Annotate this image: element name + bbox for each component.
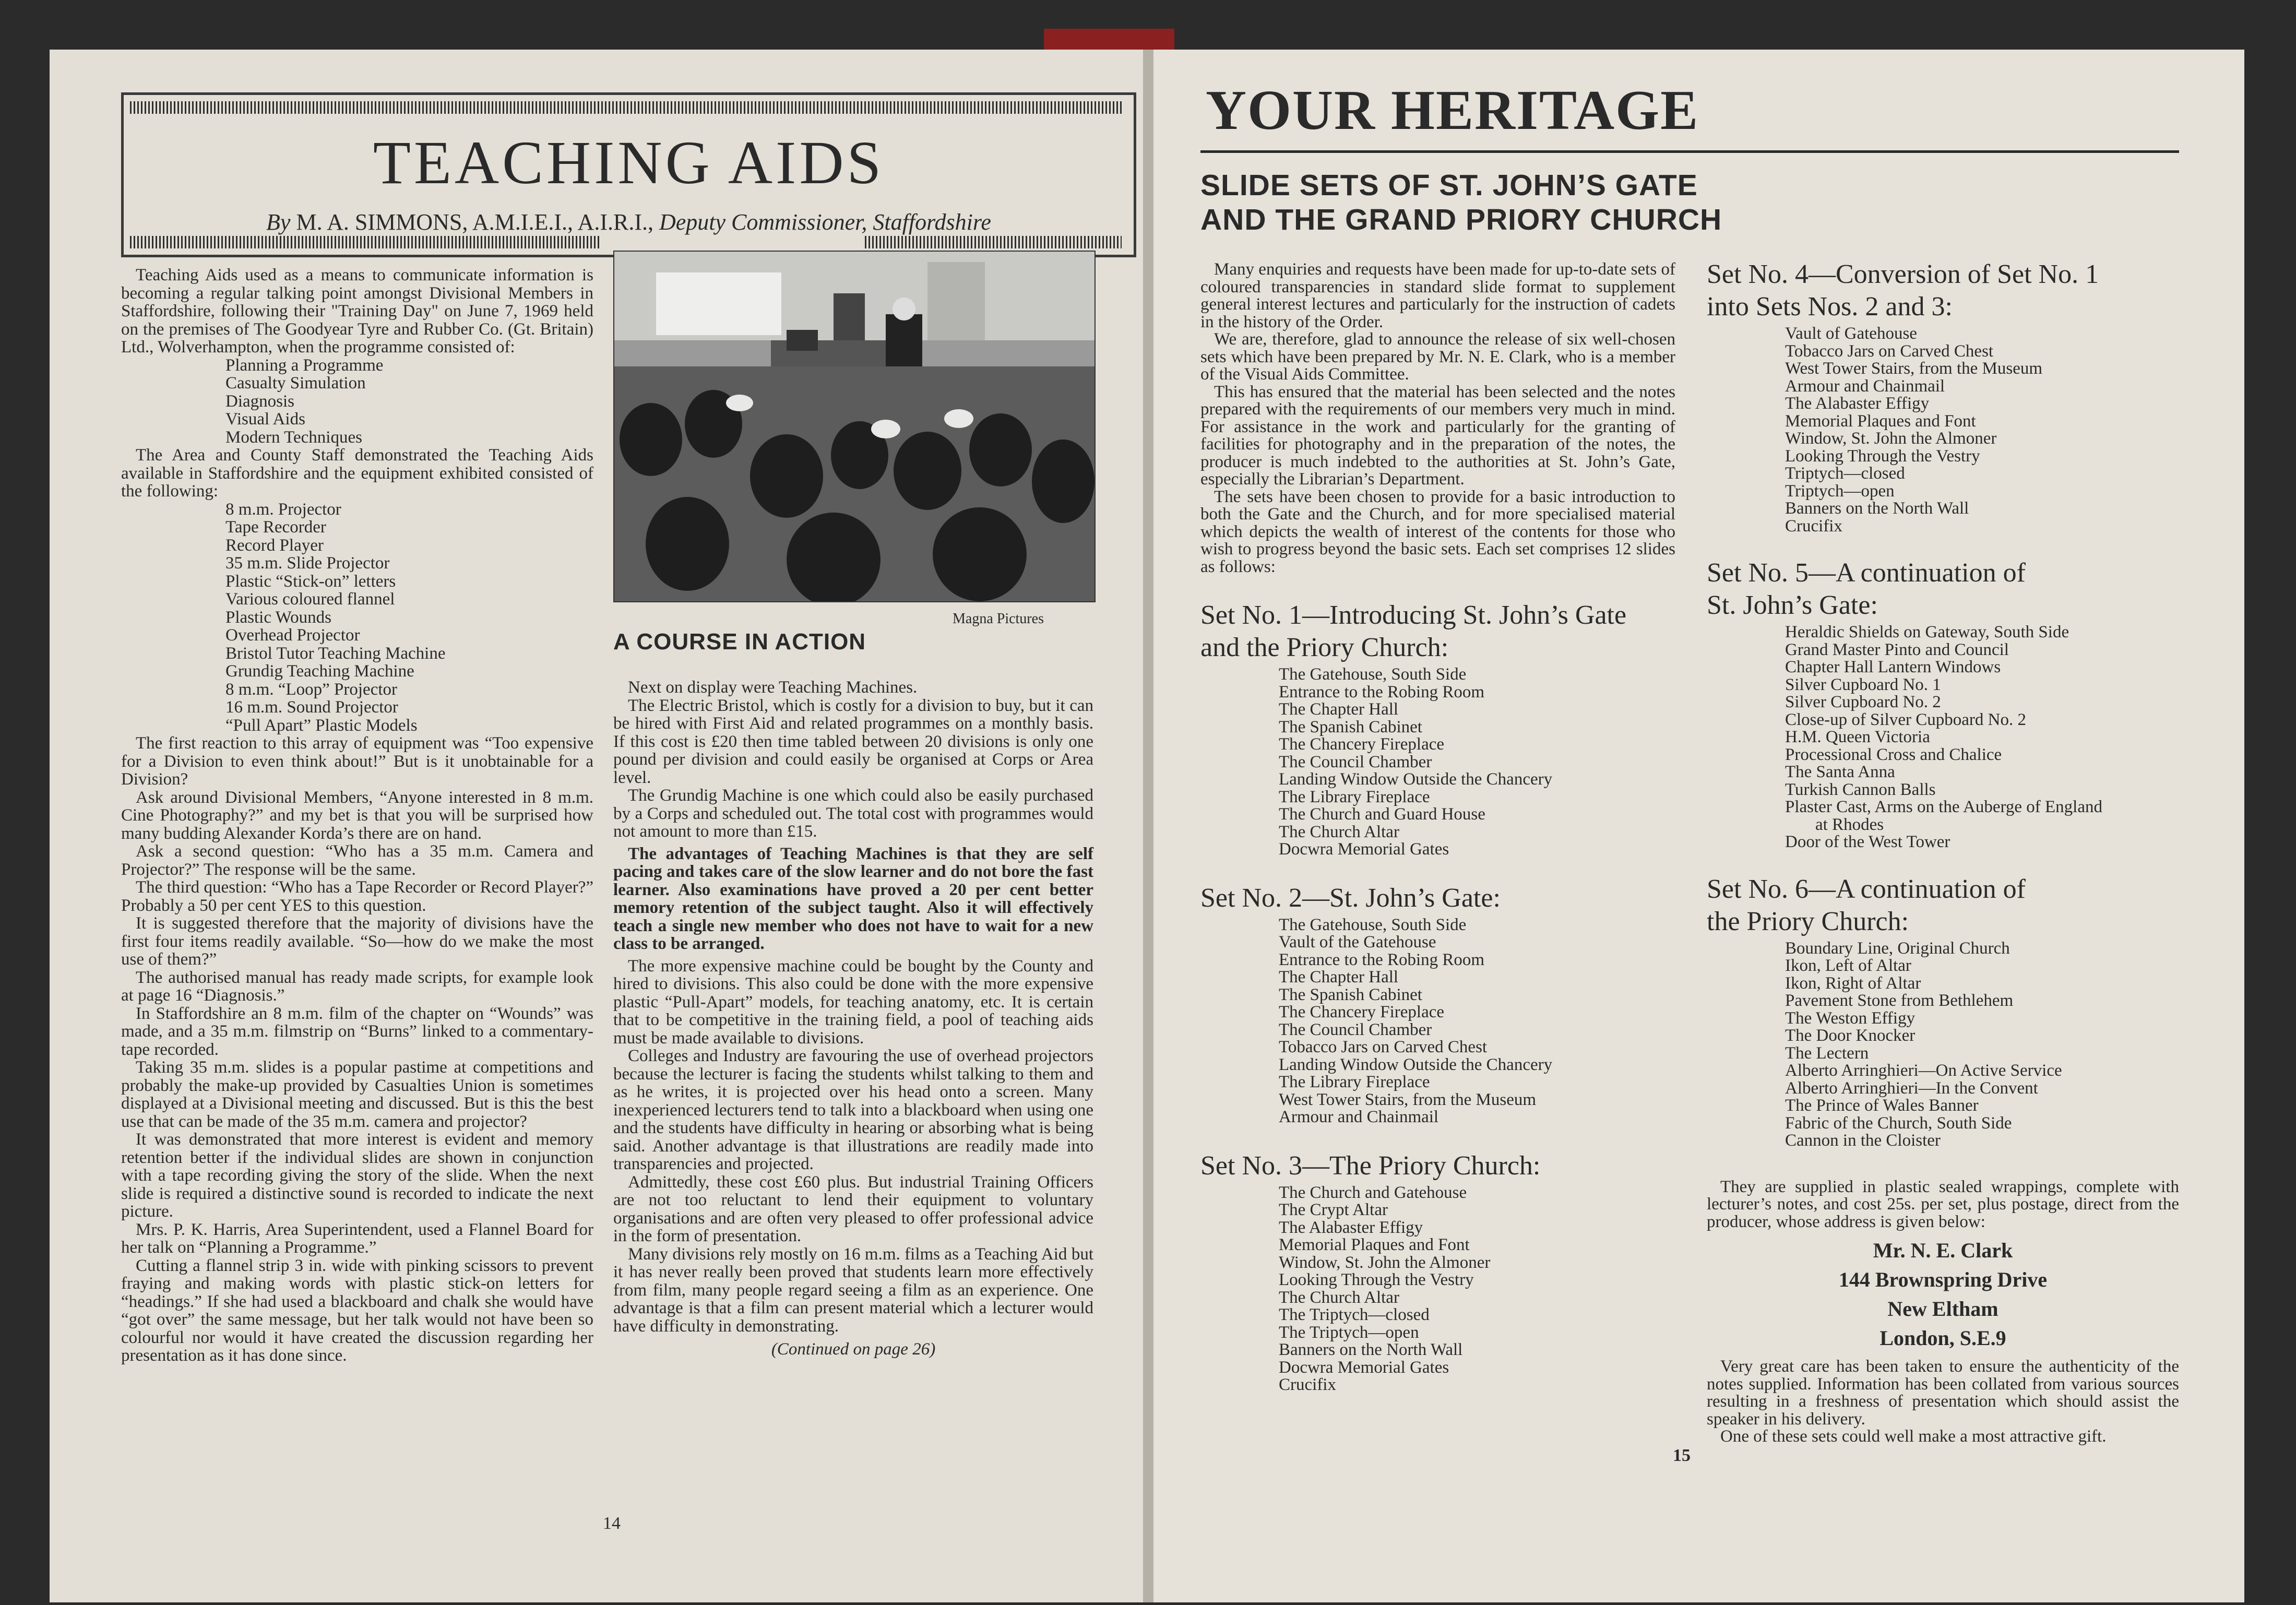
programme-item: Visual Aids xyxy=(225,410,305,429)
bold-paragraph: The advantages of Teaching Machines is that they are self pacing and takes care of the slow learner and do not bore the fast learner. Also examinations have proved a 20 per cent better memory retention of the subject taught. Also it will effectively teach a single new member who does not have to wait for a new class to be arranged. xyxy=(613,844,1093,953)
slide-item: Tobacco Jars on Carved Chest xyxy=(1279,1038,1488,1056)
programme-list xyxy=(121,356,593,447)
equipment-item: 35 m.m. Slide Projector xyxy=(225,554,390,573)
paragraph: Ask a second question: “Who has a 35 m.m. Camera and Projector?” The response will be the same. xyxy=(121,842,593,879)
equipment-list xyxy=(121,501,593,735)
slide-item: The Gatehouse, South Side xyxy=(1279,665,1467,684)
paragraph: The Area and County Staff demonstrated the Teaching Aids available in Staffordshire and the equipment exhibited consisted of the following: xyxy=(121,446,593,501)
paragraph-group xyxy=(121,734,593,1365)
paragraph-group xyxy=(613,957,1093,1336)
slide-item: Armour and Chainmail xyxy=(1785,376,1945,396)
slide-item: H.M. Queen Victoria xyxy=(1785,728,1930,746)
photo-credit: Magna Pictures xyxy=(953,611,1044,627)
slide-item: Landing Window Outside the Chancery xyxy=(1279,1055,1553,1074)
paragraph: The authorised manual has ready made scripts, for example look at page 16 “Diagnosis.” xyxy=(121,968,593,1005)
slide-list xyxy=(1707,325,2179,535)
article-title: TEACHING AIDS xyxy=(373,128,885,197)
slide-item: Processional Cross and Chalice xyxy=(1785,745,2002,764)
paragraph: In Staffordshire an 8 m.m. film of the chapter on “Wounds” was made, and a 35 m.m. filmstrip on “Burns” linked to a commentary-tape recorded. xyxy=(121,1004,593,1059)
set-heading: Set No. 3—The Priory Church: xyxy=(1200,1150,1541,1181)
slide-item: The Spanish Cabinet xyxy=(1279,717,1422,736)
slide-item: Vault of the Gatehouse xyxy=(1279,933,1436,952)
slide-item: The Church and Gatehouse xyxy=(1279,1183,1467,1202)
slide-item: Alberto Arringhieri—On Active Service xyxy=(1785,1061,2062,1080)
slide-item: The Lectern xyxy=(1785,1043,1869,1063)
binding-edge xyxy=(1044,29,1174,52)
left-page xyxy=(50,50,1143,1602)
slide-item: Crucifix xyxy=(1279,1375,1336,1394)
slide-item: Crucifix xyxy=(1785,516,1842,536)
equipment-item: Plastic “Stick-on” letters xyxy=(225,572,396,591)
paragraph: It was demonstrated that more interest is evident and memory retention better if the individual slides are shown in conjunction with a tape recording giving the story of the slide. When the next slide is required a distinctive sound is recorded to indicate the next picture. xyxy=(121,1130,593,1221)
slide-item: Cannon in the Cloister xyxy=(1785,1131,1941,1150)
set-heading: Set No. 2—St. John’s Gate: xyxy=(1200,883,1501,913)
equipment-item: Overhead Projector xyxy=(225,626,360,645)
set-5 xyxy=(1707,557,2179,851)
equipment-item: Grundig Teaching Machine xyxy=(225,662,414,681)
paragraph: The first reaction to this array of equipment was “Too expensive for a Division to even think about!” But is it unobtainable for a Division? xyxy=(121,734,593,789)
intro-paragraph: Teaching Aids used as a means to communicate information is becoming a regular talking point amongst Divisional Members in Staffordshire, following their "Training Day" on June 7, 1969 held on the premises of The Goodyear Tyre and Rubber Co. (Gt. Britain) Ltd., Wolverhampton, when the programme consisted of: xyxy=(121,266,593,356)
address-line: 144 Brownspring Drive xyxy=(1838,1268,2048,1291)
slide-item: Ikon, Right of Altar xyxy=(1785,973,1921,993)
slide-item: Boundary Line, Original Church xyxy=(1785,938,2010,958)
slide-item: Vault of Gatehouse xyxy=(1785,324,1917,343)
paragraph: Ask around Divisional Members, “Anyone interested in 8 m.m. Cine Photography?” and my bet is that you will be surprised how many budding Alexander Korda’s there are on hand. xyxy=(121,788,593,843)
photo-caption: A COURSE IN ACTION xyxy=(613,629,866,655)
programme-item: Modern Techniques xyxy=(225,427,362,447)
slide-item: at Rhodes xyxy=(1815,815,1884,834)
paragraph-group xyxy=(613,679,1093,841)
slide-item: Door of the West Tower xyxy=(1785,833,1950,851)
paragraph: It is suggested therefore that the majority of divisions have the first four items readily available. “So—how do we make the most use of them?” xyxy=(121,914,593,969)
slide-item: Banners on the North Wall xyxy=(1279,1340,1463,1359)
paragraph: Admittedly, these cost £60 plus. But industrial Training Officers are not too reluctant to lend their equipment to voluntary organisations and are often very pleased to offer professional advice in the form of presentation. xyxy=(613,1172,1093,1245)
slide-item: Close-up of Silver Cupboard No. 2 xyxy=(1785,710,2026,729)
slide-item: The Chancery Fireplace xyxy=(1279,735,1445,754)
paragraph: Very great care has been taken to ensure the authenticity of the notes supplied. Information has been collated from various sources resulting in a freshness of presentation which should assist the speaker in his delivery. xyxy=(1707,1357,2179,1429)
paragraph: Many divisions rely mostly on 16 m.m. films as a Teaching Aid but it has never really been proved that students learn more effectively from film, many people regard seeing a film as an experience. One advantage is that a film can present material which a lecturer would have difficulty in demonstrating. xyxy=(613,1244,1093,1336)
slide-item: Window, St. John the Almoner xyxy=(1279,1253,1491,1272)
decorative-stripe xyxy=(130,101,1122,114)
slide-list xyxy=(1200,917,1675,1126)
slide-item: Alberto Arringhieri—In the Convent xyxy=(1785,1078,2038,1098)
paragraph: One of these sets could well make a most attractive gift. xyxy=(1720,1427,2107,1446)
slide-item: Window, St. John the Almoner xyxy=(1785,429,1997,448)
slide-item: The Council Chamber xyxy=(1279,752,1432,771)
slide-item: The Church Altar xyxy=(1279,822,1399,841)
equipment-item: 8 m.m. “Loop” Projector xyxy=(225,680,398,699)
set-6 xyxy=(1707,873,2179,1150)
slide-item: Triptych—open xyxy=(1785,481,1895,501)
programme-item: Planning a Programme xyxy=(225,355,384,375)
slide-item: The Alabaster Effigy xyxy=(1279,1218,1423,1237)
slide-item: Entrance to the Robing Room xyxy=(1279,950,1485,969)
slide-item: Entrance to the Robing Room xyxy=(1279,682,1485,702)
slide-list xyxy=(1200,666,1675,859)
byline: By M. A. SIMMONS, A.M.I.E.I., A.I.R.I., Deputy Commissioner, Staffordshire xyxy=(266,209,991,235)
equipment-item: Tape Recorder xyxy=(225,518,326,537)
article-column-2 xyxy=(613,679,1093,1359)
heritage-column-1 xyxy=(1200,261,1675,1394)
equipment-item: Bristol Tutor Teaching Machine xyxy=(225,644,446,663)
paragraph: This has ensured that the material has been selected and the notes prepared with the requirements of our members very much in mind. For assistance in the work and particularly for the granting of facilities for photography and in the preparation of the notes, the producer is much indebted to the authorities at St. John’s Gate, especially the Librarian’s Department. xyxy=(1200,382,1675,489)
heading-rule xyxy=(1200,150,2179,153)
set-heading: St. John’s Gate: xyxy=(1707,590,1878,620)
slide-item: Grand Master Pinto and Council xyxy=(1785,640,2009,659)
slide-item: Silver Cupboard No. 2 xyxy=(1785,693,1941,711)
slide-item: The Prince of Wales Banner xyxy=(1785,1096,1979,1115)
slide-list xyxy=(1707,940,2179,1150)
paragraph: Colleges and Industry are favouring the use of overhead projectors because the lecturer is facing the students whilst talking to them and as he writes, it is projected over his head onto a screen. Many inexperienced lecturers tend to talk into a blackboard when using one and the students have difficulty in hearing or absorbing what is being said. Another advantage is that illustrations are readily made into transparencies and projected. xyxy=(613,1047,1093,1173)
equipment-item: Record Player xyxy=(225,536,324,555)
paragraph: Taking 35 m.m. slides is a popular pastime at competitions and probably the make-up provided by Casualties Union is sometimes displayed at a Divisional meeting and discussed. But is this the best use that can be made of the 35 m.m. camera and projector? xyxy=(121,1058,593,1131)
address-line: New Eltham xyxy=(1887,1297,1998,1321)
slide-item: Chapter Hall Lantern Windows xyxy=(1785,658,2001,676)
slide-item: The Library Fireplace xyxy=(1279,787,1430,806)
paragraph: Mrs. P. K. Harris, Area Superintendent, used a Flannel Board for her talk on “Planning a Programme.” xyxy=(121,1220,593,1257)
spine xyxy=(1143,50,1153,1602)
page-number: 14 xyxy=(603,1514,621,1533)
paragraph: The sets have been chosen to provide for a basic introduction to both the Gate and the Church, and for more specialised material which depicts the wealth of interest of the contents for those who wish to progress beyond the basic sets. Each set comprises 12 slides as follows: xyxy=(1200,487,1675,576)
course-photo xyxy=(613,251,1096,602)
supply-paragraph: They are supplied in plastic sealed wrappings, complete with lecturer’s notes, and cost 25s. per set, plus postage, direct from the producer, whose address is given below: xyxy=(1707,1177,2179,1231)
paragraph: The Electric Bristol, which is costly for a division to buy, but it can be hired with First Aid and related programmes on a monthly basis. If this cost is £20 then time tabled between 20 divisions is only one pound per division and could easily be organised at Corps or Area level. xyxy=(613,696,1093,787)
equipment-item: Various coloured flannel xyxy=(225,590,395,609)
slide-item: The Church Altar xyxy=(1279,1288,1399,1307)
equipment-item: 8 m.m. Projector xyxy=(225,500,341,519)
slide-item: The Triptych—closed xyxy=(1279,1305,1430,1324)
paragraph-group xyxy=(1200,261,1675,576)
slide-item: Triptych—closed xyxy=(1785,464,1905,483)
slide-item: The Crypt Altar xyxy=(1279,1200,1388,1219)
decorative-stripe xyxy=(865,236,1122,248)
slide-list xyxy=(1707,624,2179,851)
paragraph-group xyxy=(1707,1358,2179,1446)
section-heading: YOUR HERITAGE xyxy=(1206,79,1699,141)
slide-item: The Chapter Hall xyxy=(1279,968,1399,986)
address-line: London, S.E.9 xyxy=(1879,1326,2006,1350)
set-3 xyxy=(1200,1150,1675,1394)
slide-item: The Door Knocker xyxy=(1785,1026,1916,1045)
set-1 xyxy=(1200,599,1675,859)
set-heading: into Sets Nos. 2 and 3: xyxy=(1707,292,1953,322)
slide-item: The Church and Guard House xyxy=(1279,805,1485,824)
set-heading: Set No. 1—Introducing St. John’s Gate xyxy=(1200,600,1627,630)
page-number: 15 xyxy=(1673,1446,1691,1465)
author-role: Deputy Commissioner, Staffordshire xyxy=(659,209,991,235)
continued-note: (Continued on page 26) xyxy=(771,1340,936,1359)
slide-item: West Tower Stairs, from the Museum xyxy=(1279,1090,1537,1109)
paragraph: We are, therefore, glad to announce the release of six well-chosen sets which have been prepared by Mr. N. E. Clark, who is a member of the Visual Aids Committee. xyxy=(1200,330,1675,384)
slide-item: The Triptych—open xyxy=(1279,1323,1419,1342)
slide-item: Looking Through the Vestry xyxy=(1785,446,1980,466)
slide-item: Silver Cupboard No. 1 xyxy=(1785,675,1941,694)
slide-list xyxy=(1200,1184,1675,1394)
slide-item: The Santa Anna xyxy=(1785,763,1895,781)
equipment-item: Plastic Wounds xyxy=(225,608,331,627)
paragraph: The third question: “Who has a Tape Recorder or Record Player?” Probably a 50 per cent YES to this question. xyxy=(121,878,593,915)
set-heading: the Priory Church: xyxy=(1707,906,1909,936)
author-name: M. A. SIMMONS, A.M.I.E.I., A.I.R.I., xyxy=(296,209,653,235)
paragraph: The more expensive machine could be bought by the County and hired to divisions. This also could be done with the more expensive plastic “Pull-Apart” models, for teaching anatomy, etc. It is certain that to be competitive in the training field, a pool of teaching aids must be made available to divisions. xyxy=(613,956,1093,1048)
slide-item: Memorial Plaques and Font xyxy=(1279,1235,1470,1254)
paragraph: The Grundig Machine is one which could also be easily purchased by a Corps and scheduled out. The total cost with programmes would not amount to more than £15. xyxy=(613,786,1093,841)
heritage-column-2 xyxy=(1707,258,2179,1446)
producer-address xyxy=(1707,1236,2179,1353)
slide-item: West Tower Stairs, from the Museum xyxy=(1785,359,2043,378)
slide-item: Turkish Cannon Balls xyxy=(1785,780,1936,799)
set-heading: and the Priory Church: xyxy=(1200,633,1449,662)
article-column-1 xyxy=(121,266,593,1365)
photo-illustration xyxy=(614,252,1095,601)
slide-item: The Council Chamber xyxy=(1279,1020,1432,1039)
slide-item: Pavement Stone from Bethlehem xyxy=(1785,991,2014,1010)
slide-item: Landing Window Outside the Chancery xyxy=(1279,770,1553,789)
article-subtitle: SLIDE SETS OF ST. JOHN’S GATE AND THE GRAND PRIORY CHURCH xyxy=(1200,169,1722,236)
slide-item: The Weston Effigy xyxy=(1785,1008,1916,1028)
decorative-stripe xyxy=(130,236,600,248)
set-heading: Set No. 4—Conversion of Set No. 1 xyxy=(1707,259,2099,289)
address-line: Mr. N. E. Clark xyxy=(1873,1239,2013,1262)
slide-item: Tobacco Jars on Carved Chest xyxy=(1785,341,1994,361)
slide-item: Looking Through the Vestry xyxy=(1279,1270,1474,1289)
slide-item: Plaster Cast, Arms on the Auberge of England xyxy=(1785,798,2102,816)
paragraph: Cutting a flannel strip 3 in. wide with pinking scissors to prevent fraying and making words with plastic stick-on letters for “headings.” If she had used a blackboard and chalk she would have “got over” the same message, but her talk would not have been so colourful nor would it have created the discussion regarding her presentation as it has done since. xyxy=(121,1256,593,1365)
slide-item: The Spanish Cabinet xyxy=(1279,985,1422,1004)
set-heading: Set No. 5—A continuation of xyxy=(1707,558,2026,588)
equipment-item: 16 m.m. Sound Projector xyxy=(225,698,398,717)
programme-item: Casualty Simulation xyxy=(225,374,366,393)
slide-item: Banners on the North Wall xyxy=(1785,499,1969,518)
set-heading: Set No. 6—A continuation of xyxy=(1707,874,2026,904)
title-box xyxy=(121,92,1136,257)
slide-item: Docwra Memorial Gates xyxy=(1279,840,1449,859)
slide-item: Fabric of the Church, South Side xyxy=(1785,1113,2012,1133)
slide-item: The Library Fireplace xyxy=(1279,1073,1430,1091)
slide-item: Heraldic Shields on Gateway, South Side xyxy=(1785,623,2069,641)
slide-item: The Chancery Fireplace xyxy=(1279,1003,1445,1021)
set-2 xyxy=(1200,882,1675,1126)
slide-item: The Chapter Hall xyxy=(1279,700,1399,719)
slide-item: Armour and Chainmail xyxy=(1279,1108,1439,1126)
slide-item: Docwra Memorial Gates xyxy=(1279,1358,1449,1377)
slide-item: The Gatehouse, South Side xyxy=(1279,915,1467,934)
paragraph: Many enquiries and requests have been made for up-to-date sets of coloured transparencies in standard slide format to supplement general interest lectures and particularly for the instruction of cadets in the history of the Order. xyxy=(1200,260,1675,331)
paragraph: Next on display were Teaching Machines. xyxy=(628,678,918,697)
set-4 xyxy=(1707,258,2179,535)
slide-item: Memorial Plaques and Font xyxy=(1785,411,1976,431)
slide-item: The Alabaster Effigy xyxy=(1785,394,1930,413)
equipment-item: “Pull Apart” Plastic Models xyxy=(225,716,418,735)
slide-item: Ikon, Left of Altar xyxy=(1785,956,1911,975)
programme-item: Diagnosis xyxy=(225,391,294,411)
